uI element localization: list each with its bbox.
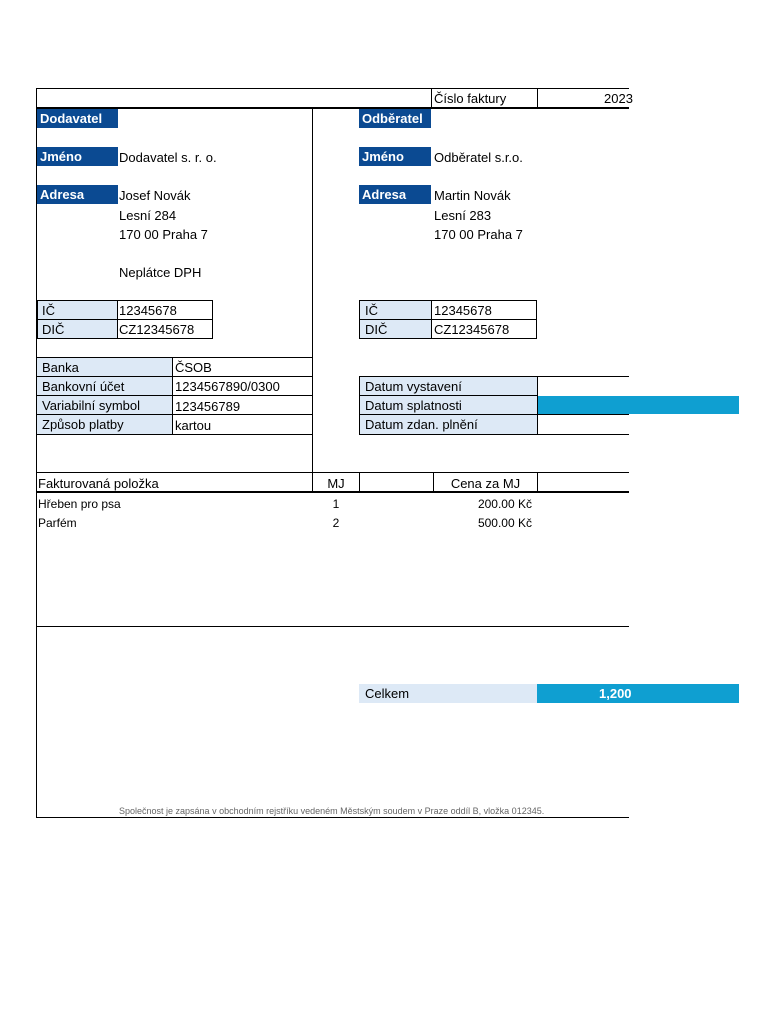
supplier-id-col-divider	[117, 300, 118, 339]
bottom-border	[37, 817, 629, 818]
items-col-divider-1	[359, 472, 360, 493]
items-header-price: Cena za MJ	[450, 476, 521, 491]
total-label: Celkem	[365, 686, 410, 701]
supplier-address-label: Adresa	[37, 185, 118, 204]
item-row-2-name: Parfém	[38, 516, 77, 530]
items-col-divider-3	[537, 472, 538, 493]
dates-row-line-1	[359, 395, 537, 396]
dates-col-divider	[537, 376, 538, 434]
payment-method-label: Způsob platby	[42, 417, 124, 432]
supplier-heading: Dodavatel	[37, 109, 118, 128]
variable-symbol-label: Variabilní symbol	[42, 398, 141, 413]
customer-id-row-divider	[359, 319, 537, 320]
customer-dic-label: DIČ	[365, 322, 388, 337]
customer-address-label: Adresa	[359, 185, 431, 204]
items-header-top	[37, 472, 629, 473]
supplier-ic: 12345678	[119, 303, 177, 318]
supplier-dic: CZ12345678	[119, 322, 195, 337]
dates-row-line-3	[359, 434, 629, 435]
account-value: 1234567890/0300	[175, 379, 280, 394]
items-bottom-border	[37, 626, 629, 627]
supplier-address-line-2: Lesní 284	[119, 208, 177, 223]
items-header-unit: MJ	[327, 476, 345, 491]
supplier-ic-label: IČ	[42, 303, 55, 318]
item-row-2-price: 500.00 Kč	[477, 516, 532, 530]
payment-col-divider	[172, 357, 173, 434]
footer-note: Společnost je zapsána v obchodním rejstříku vedeném Městským soudem v Praze oddíl B, vložka 012345.	[119, 806, 545, 816]
supplier-id-row-divider	[37, 319, 213, 320]
dates-left-border	[359, 376, 360, 434]
due-date-label: Datum splatnosti	[365, 398, 462, 413]
payment-method-value: kartou	[175, 418, 212, 433]
issued-date-label: Datum vystavení	[365, 379, 462, 394]
due-date-highlight	[537, 396, 739, 414]
payment-row-line-0	[37, 357, 313, 358]
customer-ic-label: IČ	[365, 303, 378, 318]
variable-symbol-value: 123456789	[175, 399, 241, 414]
invoice-number-label: Číslo faktury	[434, 91, 507, 106]
supplier-name-label: Jméno	[37, 147, 118, 166]
customer-id-col-divider	[431, 300, 432, 339]
supplier-name: Dodavatel s. r. o.	[119, 150, 217, 165]
top-border	[37, 88, 629, 89]
payment-row-line-1	[37, 376, 313, 377]
customer-name: Odběratel s.r.o.	[434, 150, 523, 165]
customer-address-line-3: 170 00 Praha 7	[434, 227, 523, 242]
item-row-1-name: Hřeben pro psa	[38, 497, 121, 511]
items-header-item: Fakturovaná položka	[38, 476, 159, 491]
item-row-2-qty: 2	[332, 516, 340, 530]
customer-address-line-1: Martin Novák	[434, 188, 511, 203]
total-value-clip	[537, 684, 632, 703]
invoice-number-value: 2023	[604, 91, 633, 106]
middle-divider	[312, 109, 313, 493]
item-row-1-qty: 1	[332, 497, 340, 511]
customer-address-line-2: Lesní 283	[434, 208, 492, 223]
payment-row-line-4	[37, 434, 313, 435]
customer-dic: CZ12345678	[434, 322, 510, 337]
dates-row-line-0	[359, 376, 629, 377]
item-row-1-price: 200.00 Kč	[477, 497, 532, 511]
bank-value: ČSOB	[175, 360, 212, 375]
customer-name-label: Jméno	[359, 147, 431, 166]
supplier-address-line-3: 170 00 Praha 7	[119, 227, 208, 242]
header-bottom-border	[37, 107, 629, 109]
header-divider-1	[431, 88, 432, 108]
supplier-dic-label: DIČ	[42, 322, 65, 337]
account-label: Bankovní účet	[42, 379, 125, 394]
header-divider-2	[537, 88, 538, 108]
total-value: 1,200	[599, 686, 632, 701]
supplier-address-line-1: Josef Novák	[119, 188, 191, 203]
supplier-vat-note: Neplátce DPH	[119, 265, 202, 280]
payment-row-line-2	[37, 395, 313, 396]
taxable-date-label: Datum zdan. plnění	[365, 417, 478, 432]
customer-ic: 12345678	[434, 303, 492, 318]
customer-heading: Odběratel	[359, 109, 431, 128]
dates-row-line-2	[359, 414, 629, 415]
bank-label: Banka	[42, 360, 79, 375]
